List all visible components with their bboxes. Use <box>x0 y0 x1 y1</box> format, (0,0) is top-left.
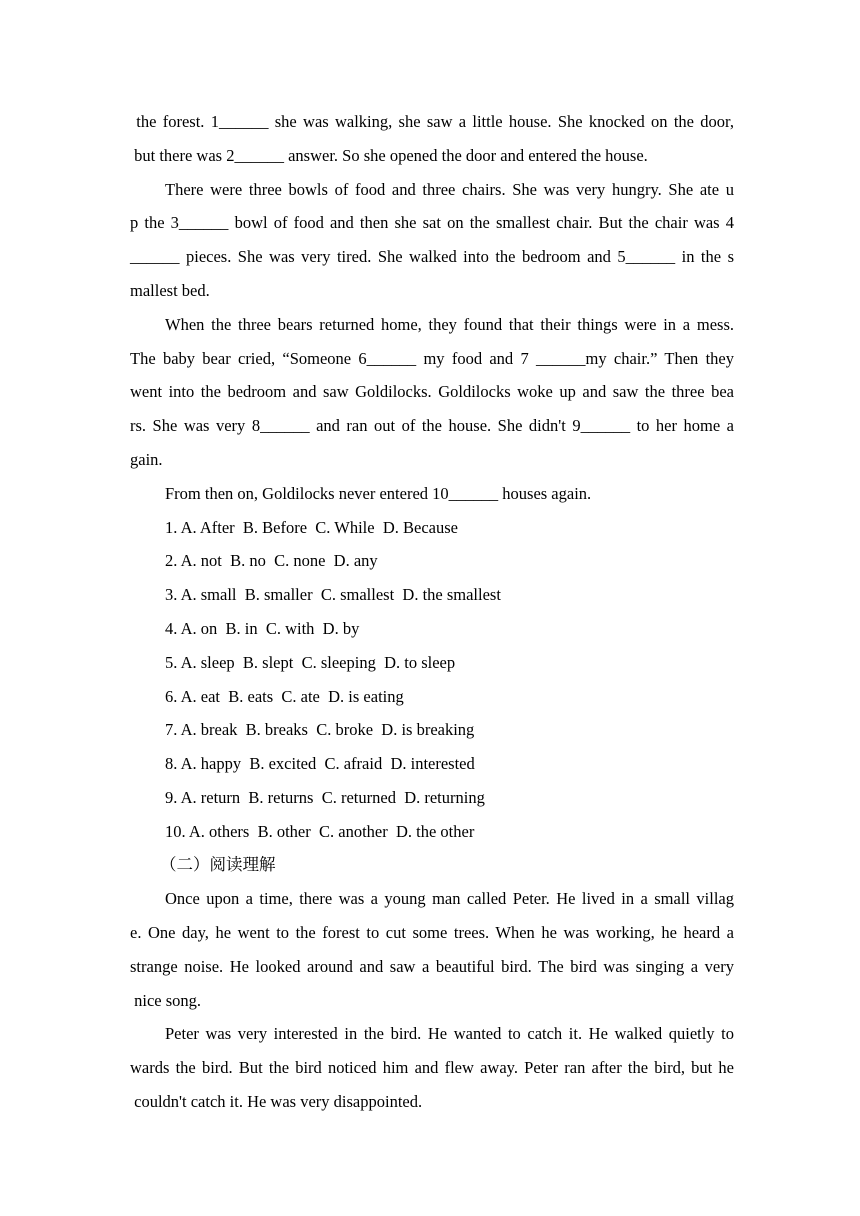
text-line: the forest. 1______ she was walking, she saw a little house. She knocked on the door, <box>130 112 734 131</box>
question-options: 2. A. not B. no C. none D. any <box>165 551 378 570</box>
text-line: e. One day, he went to the forest to cut some trees. When he was working, he heard a <box>130 923 734 942</box>
text-line: ______ pieces. She was very tired. She walked into the bedroom and 5______ in the s <box>130 247 734 266</box>
text-line: strange noise. He looked around and saw a beautiful bird. The bird was singing a very <box>130 957 734 976</box>
question-options: 4. A. on B. in C. with D. by <box>165 619 360 638</box>
text-line: wards the bird. But the bird noticed him and flew away. Peter ran after the bird, but he <box>130 1058 734 1077</box>
question-options: 10. A. others B. other C. another D. the other <box>165 822 475 841</box>
text-line: The baby bear cried, “Someone 6______ my food and 7 ______my chair.” Then they <box>130 349 734 368</box>
text-line: Once upon a time, there was a young man called Peter. He lived in a small villag <box>165 889 734 908</box>
text-line: When the three bears returned home, they found that their things were in a mess. <box>165 315 734 334</box>
text-line: There were three bowls of food and three chairs. She was very hungry. She ate u <box>165 180 734 199</box>
text-line: gain. <box>130 450 163 469</box>
text-line: but there was 2______ answer. So she opened the door and entered the house. <box>130 146 648 165</box>
text-line: mallest bed. <box>130 281 210 300</box>
text-line: went into the bedroom and saw Goldilocks. Goldilocks woke up and saw the three bea <box>130 382 734 401</box>
text-line: Peter was very interested in the bird. He wanted to catch it. He walked quietly to <box>165 1024 734 1043</box>
question-options: 5. A. sleep B. slept C. sleeping D. to sleep <box>165 653 456 672</box>
question-options: 1. A. After B. Before C. While D. Because <box>165 518 458 537</box>
text-line: From then on, Goldilocks never entered 10______ houses again. <box>165 484 592 503</box>
question-options: 9. A. return B. returns C. returned D. returning <box>165 788 485 807</box>
text-line: nice song. <box>130 991 202 1010</box>
text-line: rs. She was very 8______ and ran out of the house. She didn't 9______ to her home a <box>130 416 734 435</box>
text-line: p the 3______ bowl of food and then she sat on the smallest chair. But the chair was 4 <box>130 213 734 232</box>
section-heading: （二）阅读理解 <box>160 855 276 874</box>
question-options: 6. A. eat B. eats C. ate D. is eating <box>165 687 404 706</box>
question-options: 3. A. small B. smaller C. smallest D. the smallest <box>165 585 501 604</box>
question-options: 7. A. break B. breaks C. broke D. is breaking <box>165 720 475 739</box>
question-options: 8. A. happy B. excited C. afraid D. interested <box>165 754 475 773</box>
text-line: couldn't catch it. He was very disappointed. <box>130 1092 423 1111</box>
